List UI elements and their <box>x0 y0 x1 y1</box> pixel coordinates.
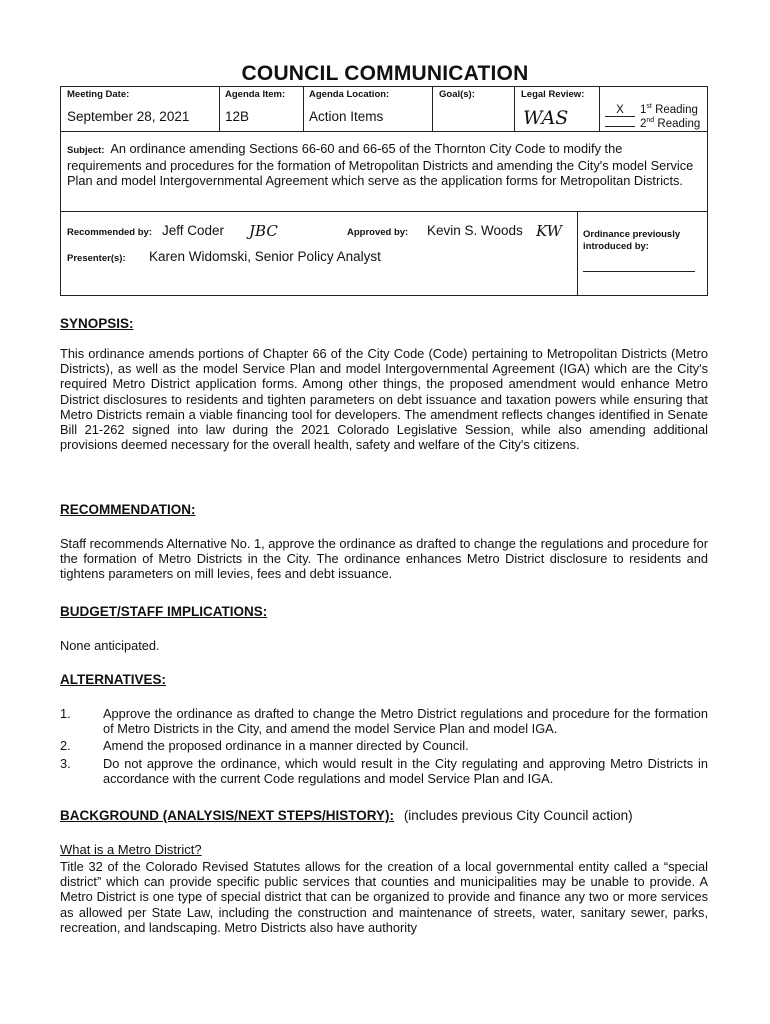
recommendation-section <box>60 502 708 517</box>
ordinance-previously-label: Ordinance previously introduced by: <box>583 229 681 252</box>
first-reading-mark: X <box>605 104 635 117</box>
first-reading-word: Reading <box>655 103 698 116</box>
first-reading-num: 1 <box>640 103 647 116</box>
subject-label: Subject: <box>67 145 105 156</box>
document-title: COUNCIL COMMUNICATION <box>241 62 529 85</box>
recommended-by-label: Recommended by: <box>67 227 152 238</box>
divider <box>514 87 515 131</box>
recommended-by: Jeff Coder <box>162 223 225 238</box>
budget-section <box>60 604 708 619</box>
second-reading-num: 2 <box>640 117 647 130</box>
synopsis-text: This ordinance amends portions of Chapter 66 of the City Code (Code) pertaining to Metropolitan Districts (Metro Districts), as well as the model Service Plan and model Intergovernmental Agreement (IGA) which are the City's required Metro District application forms. Among other things, the proposed amendment would enhance Metro District disclosures to residents and tighten parameters on debt issuance and taxation powers while ensuring that Metro Districts remain a viable financing tool for developers. The amendment reflects changes identified in Senate Bill 21-262 signed into law during the 2021 Colorado Legislative Session, while also amending additional provisions deemed necessary for the overall health, safety and welfare of the City's citizens. <box>60 346 708 453</box>
agenda-item: 12B <box>225 109 250 124</box>
divider <box>219 87 220 131</box>
recommendation-heading: RECOMMENDATION: <box>60 502 196 517</box>
alternative-item <box>60 756 708 788</box>
alternative-number: 1. <box>60 706 71 721</box>
alternatives-section <box>60 672 708 687</box>
subject-text: An ordinance amending Sections 66-60 and 66-65 of the Thornton City Code to modify the requirements and procedures for the formation of Metropolitan Districts and amending the City's model Service Plan and model Intergovernmental Agreement which serve as the application forms for Metropolitan Districts. <box>67 141 694 189</box>
legal-review-signature: WAS <box>523 107 569 129</box>
alternative-number: 2. <box>60 738 71 753</box>
alternative-number: 3. <box>60 756 71 771</box>
alternative-text: Amend the proposed ordinance in a manner directed by Council. <box>103 738 469 753</box>
goals-label: Goal(s): <box>439 89 475 100</box>
meeting-date: September 28, 2021 <box>67 109 190 124</box>
second-reading-suffix: nd <box>646 117 655 124</box>
background-subheading: What is a Metro District? <box>60 842 202 857</box>
alternative-text: Approve the ordinance as drafted to change the Metro District regulations and procedure for the formation of Metro Districts in the City, and amend the model Service Plan and model IGA. <box>103 706 708 737</box>
background-section <box>60 808 708 823</box>
background-note: (includes previous City Council action) <box>403 808 633 823</box>
alternative-text: Do not approve the ordinance, which would result in the City regulating and approving Metro Districts in accordance with the current Code regulations and model Service Plan and IGA. <box>103 756 708 787</box>
header-table <box>60 86 708 296</box>
background-heading: BACKGROUND (ANALYSIS/NEXT STEPS/HISTORY): <box>60 808 395 823</box>
divider <box>577 211 578 295</box>
budget-heading: BUDGET/STAFF IMPLICATIONS: <box>60 604 268 619</box>
first-reading-suffix: st <box>646 103 652 110</box>
recommended-initials: JBC <box>249 222 278 240</box>
second-reading <box>605 117 700 130</box>
alternative-item <box>60 706 708 738</box>
divider <box>61 211 707 212</box>
agenda-item-label: Agenda Item: <box>225 89 286 100</box>
synopsis-heading: SYNOPSIS: <box>60 316 134 331</box>
legal-review-label: Legal Review: <box>521 89 585 100</box>
approved-by-label: Approved by: <box>347 227 409 238</box>
alternative-item <box>60 738 708 754</box>
divider <box>599 87 600 131</box>
budget-text: None anticipated. <box>60 638 160 653</box>
alternatives-heading: ALTERNATIVES: <box>60 672 166 687</box>
synopsis-section <box>60 316 708 331</box>
meeting-date-label: Meeting Date: <box>67 89 130 100</box>
presenters-label: Presenter(s): <box>67 253 126 264</box>
first-reading <box>605 103 698 117</box>
agenda-location: Action Items <box>309 109 384 124</box>
approved-by: Kevin S. Woods <box>427 223 523 238</box>
divider <box>432 87 433 131</box>
subject <box>67 141 699 189</box>
second-reading-mark <box>605 126 635 127</box>
presenters: Karen Widomski, Senior Policy Analyst <box>149 249 381 264</box>
background-text: Title 32 of the Colorado Revised Statutes allows for the creation of a local governmental entity called a “special district” which can provide specific public services that counties and municipalities may be unable to provide. A Metro District is one type of special district that can be organized to provide and finance any two or more services as allowed per State Law, including the construction and maintenance of streets, water, sanitary sewer, parks, recreation, and landscaping. Metro Districts also have authority <box>60 859 708 935</box>
second-reading-word: Reading <box>657 117 701 130</box>
divider <box>61 131 707 132</box>
approved-initials: KW <box>536 222 563 240</box>
recommendation-text: Staff recommends Alternative No. 1, approve the ordinance as drafted to change the regulations and procedure for the formation of Metro Districts in the City. The ordinance enhances Metro District disclosure to residents and tightens parameters on mill levies, fees and debt issuance. <box>60 536 708 582</box>
divider <box>303 87 304 131</box>
ordinance-signature-line <box>583 271 695 272</box>
agenda-location-label: Agenda Location: <box>309 89 390 100</box>
